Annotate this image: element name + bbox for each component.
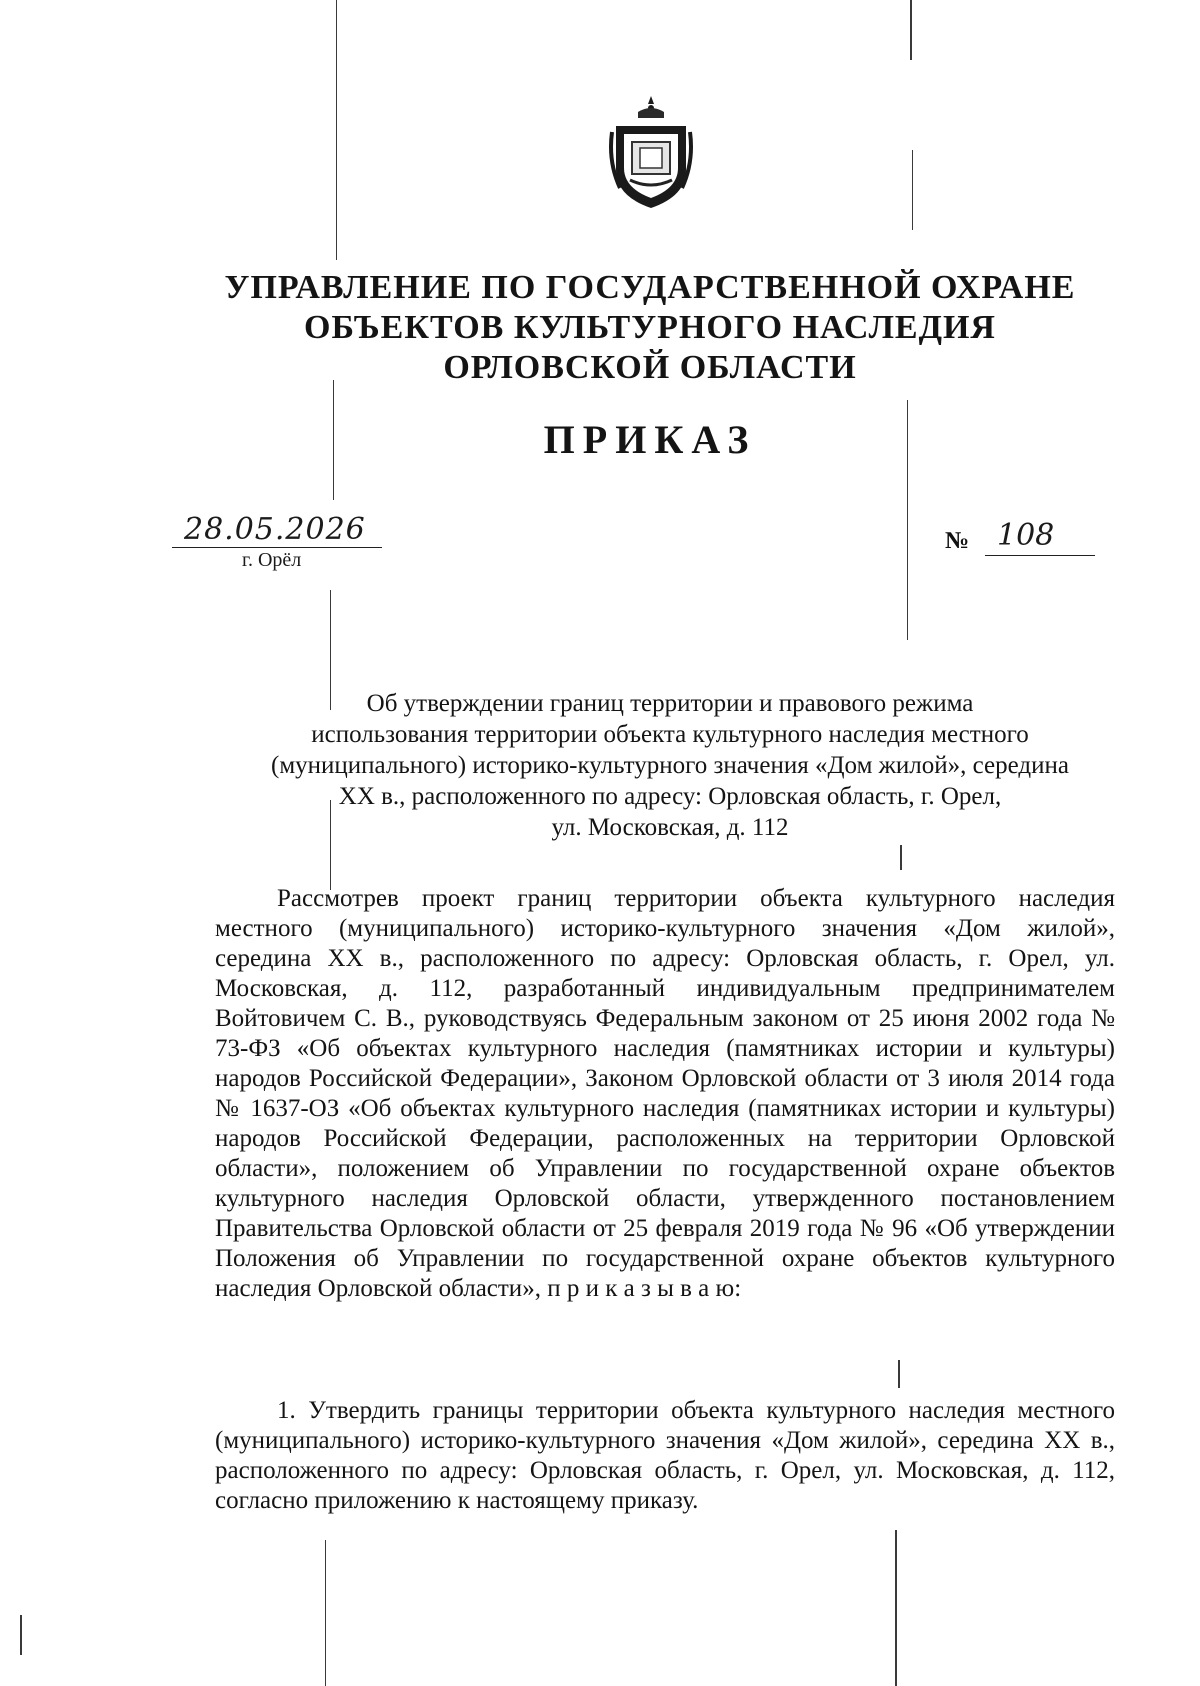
scan-line bbox=[336, 0, 337, 260]
subject-line: (муниципального) историко-культурного значения «Дом жилой», середина bbox=[271, 752, 1069, 779]
handwritten-number: 108 bbox=[997, 518, 1055, 553]
scan-line bbox=[900, 845, 902, 870]
scan-line bbox=[912, 150, 913, 230]
coat-of-arms-emblem bbox=[608, 92, 694, 212]
subject-line: XX в., расположенного по адресу: Орловская область, г. Орел, bbox=[338, 783, 1002, 810]
number-block bbox=[945, 518, 1095, 562]
organization-title bbox=[160, 268, 1140, 388]
item-1-paragraph: 1. Утвердить границы территории объекта культурного наследия местного (муниципального) историко-культурного значения «Дом жилой», середина XX в., расположенного по адресу: Орловская область, г. Орел, ул. Московская, д. 112, согласно приложению к настоящему приказу. bbox=[215, 1397, 1115, 1514]
preamble-paragraph bbox=[215, 884, 1115, 1304]
order-word: п р и к а з ы в а ю: bbox=[547, 1275, 742, 1302]
scan-line bbox=[325, 1540, 326, 1686]
scan-line bbox=[895, 1530, 897, 1686]
scan-line bbox=[20, 1615, 22, 1655]
subject-line: Об утверждении границ территории и правового режима bbox=[366, 690, 974, 717]
org-line-1: УПРАВЛЕНИЕ ПО ГОСУДАРСТВЕННОЙ ОХРАНЕ bbox=[224, 269, 1076, 306]
subject-line: использования территории объекта культурного наследия местного bbox=[311, 721, 1029, 748]
document-type: ПРИКАЗ bbox=[543, 417, 757, 462]
handwritten-date: 28.05.2026 bbox=[184, 512, 366, 547]
org-line-3: ОРЛОВСКОЙ ОБЛАСТИ bbox=[443, 349, 857, 386]
subject-line: ул. Московская, д. 112 bbox=[551, 814, 789, 841]
number-sign: № bbox=[945, 528, 970, 554]
scan-line bbox=[910, 0, 912, 60]
org-line-2: ОБЪЕКТОВ КУЛЬТУРНОГО НАСЛЕДИЯ bbox=[304, 309, 996, 346]
preamble-text: Рассмотрев проект границ территории объекта культурного наследия местного (муниципального) историко-культурного значения «Дом жилой», середина XX в., расположенного по адресу: Орловская область, г. Орел, ул. Московская, д. 112, разработанный индивидуальным предпринимателем Войтовичем С. В., руководствуясь Федеральным законом от 25 июня 2002 года № 73-ФЗ «Об объектах культурного наследия (памятниках истории и культуры) народов Российской Федерации», Законом Орловской области от 3 июля 2014 года № 1637-ОЗ «Об объектах культурного наследия (памятниках истории и культуры) народов Российской Федерации, расположенных на территории Орловской области», положением об Управлении по государственной охране объектов культурного наследия Орловской области, утвержденного постановлением Правительства Орловской области от 25 февраля 2019 года № 96 «Об утверждении Положения об Управлении по государственной охране объектов культурного наследия Орловской области», bbox=[215, 885, 1115, 1302]
city-label: г. Орёл bbox=[242, 549, 302, 571]
date-underline bbox=[172, 547, 382, 548]
order-subject bbox=[215, 688, 1125, 843]
scan-line bbox=[898, 1360, 900, 1388]
number-underline bbox=[985, 555, 1095, 556]
